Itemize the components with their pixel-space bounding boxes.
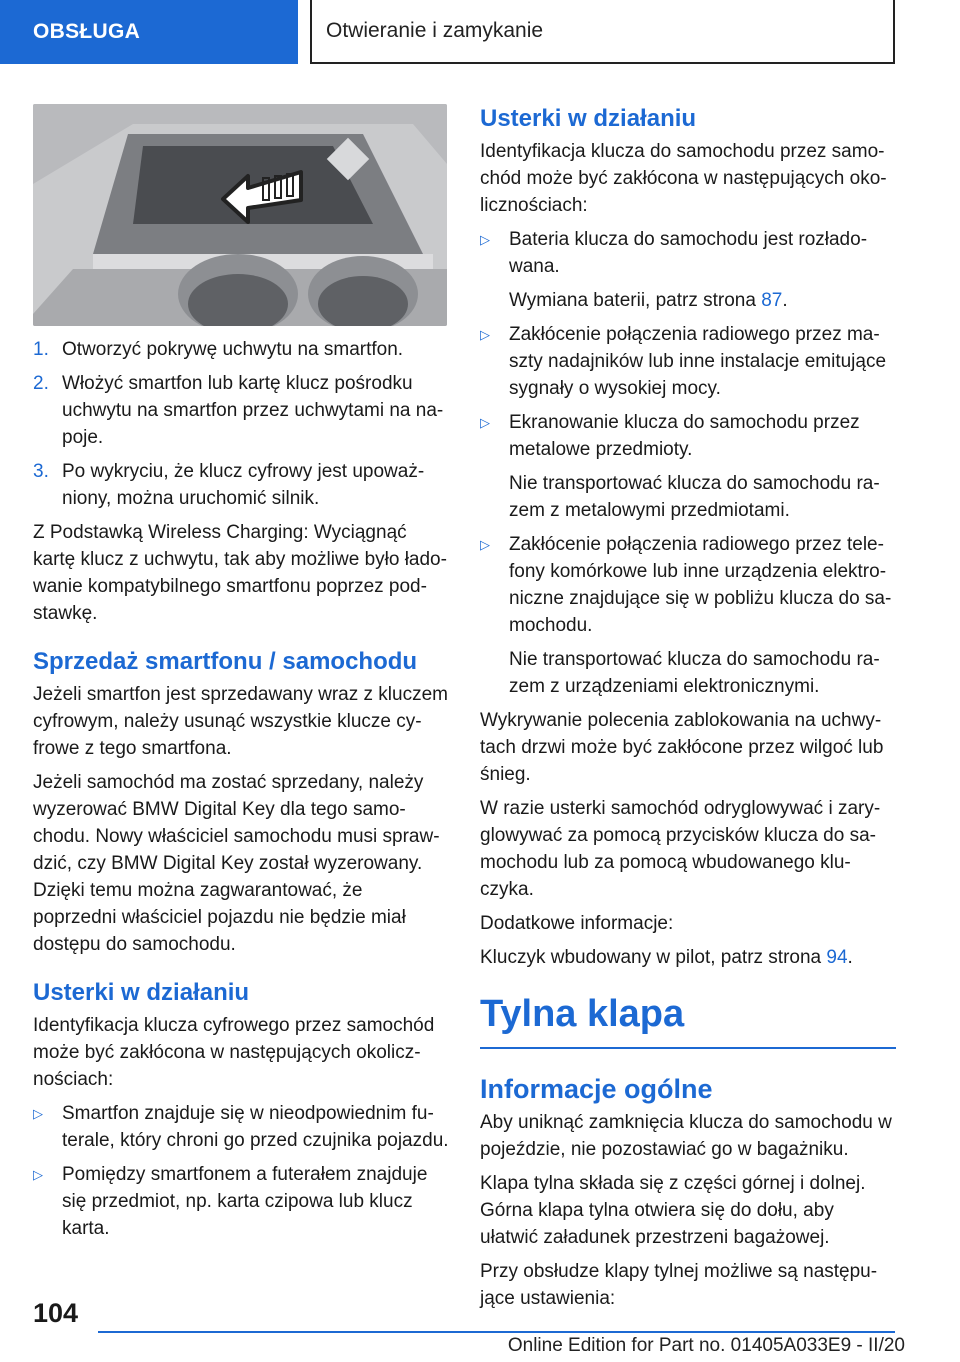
list-item (33, 1161, 449, 1242)
list-subparagraph: Nie transportować klucza do samochodu razem z urządzeniami elektronicznymi. (509, 649, 880, 697)
triangle-bullet-icon: ▷ (33, 1106, 43, 1121)
chapter-title: Otwieranie i zamykanie (310, 0, 895, 64)
triangle-bullet-icon: ▷ (480, 537, 490, 552)
list-subparagraph (509, 287, 896, 314)
body-paragraph (480, 944, 896, 971)
step-number: 2. (33, 373, 49, 394)
body-paragraph: Dodatkowe informacje: (480, 913, 674, 934)
step-item (33, 458, 449, 512)
list-item-text: Ekranowanie klucza do samochodu przez metalowe przedmioty. (509, 412, 860, 460)
info-paragraph: Klapa tylna składa się z części górnej i dolnej. Górna klapa tylna otwiera się do dołu, aby ułatwić załadunek przestrzeni bagażowej. (480, 1173, 866, 1248)
page-number: 104 (33, 1298, 79, 1328)
footer-divider (98, 1331, 895, 1333)
edition-footer: Online Edition for Part no. 01405A033E9 - II/20 (507, 1335, 905, 1356)
list-item-text: Zakłócenie połączenia radiowego przez telefony komórkowe lub inne urządzenia elektroniczne znajdujące się w pobliżu klucza do samochodu. (509, 534, 892, 636)
reference-text: Kluczyk wbudowany w pilot, patrz strona (480, 947, 827, 968)
fault-heading: Usterki w działaniu (480, 105, 697, 132)
list-item-text: Bateria klucza do samochodu jest rozładowana. (509, 229, 868, 277)
list-item (33, 1100, 449, 1154)
page-link[interactable]: 87 (761, 290, 783, 311)
info-paragraph: Przy obsłudze klapy tylnej możliwe są następujące ustawienia: (480, 1261, 878, 1309)
step-number: 1. (33, 339, 49, 360)
list-item-text: Smartfon znajduje się w nieodpowiednim futerale, który chroni go przed czujnika pojazdu. (62, 1103, 449, 1151)
sale-paragraph: Jeżeli samochód ma zostać sprzedany, należy wyzerować BMW Digital Key dla tego samochodu. Nowy właściciel samochodu musi sprawdzić, czy BMW Digital Key został wyzerowany. Dzięki temu można zagwarantować, że poprzedni właściciel pojazdu nie będzie miał dostępu do samochodu. (33, 772, 440, 955)
list-item (480, 226, 896, 280)
step-number: 3. (33, 461, 49, 482)
section-tab: OBSŁUGA (0, 0, 298, 64)
sale-heading: Sprzedaż smartfonu / samochodu (33, 648, 418, 675)
section-title: Tylna klapa (480, 991, 896, 1049)
step-item (33, 370, 449, 451)
step-item (33, 336, 449, 363)
list-item-text: Pomiędzy smartfonem a futerałem znajduje się przedmiot, np. karta czipowa lub klucz karta. (62, 1164, 428, 1239)
fault-paragraph: Identyfikacja klucza cyfrowego przez samochód może być zakłócona w następujących okolicznościach: (33, 1015, 435, 1090)
reference-text: Wymiana baterii, patrz strona (509, 290, 762, 311)
info-paragraph: Aby uniknąć zamknięcia klucza do samochodu w pojeździe, nie pozostawiać go w bagażniku. (480, 1112, 892, 1160)
wireless-charging-paragraph: Z Podstawką Wireless Charging: Wyciągnąć kartę klucz z uchwytu, tak aby możliwe było ładowanie kompatybilnego smartfonu poprzez podstawkę. (33, 522, 447, 624)
right-column (480, 104, 896, 1319)
fault-heading: Usterki w działaniu (33, 979, 250, 1006)
step-text: Po wykryciu, że klucz cyfrowy jest upoważniony, można uruchomić silnik. (62, 461, 425, 509)
left-column (33, 104, 449, 1249)
list-item (480, 409, 896, 463)
triangle-bullet-icon: ▷ (33, 1167, 43, 1182)
triangle-bullet-icon: ▷ (480, 415, 490, 430)
step-text: Włożyć smartfon lub kartę klucz pośrodku uchwytu na smartfon przez uchwytami na napoje. (62, 373, 444, 448)
step-text: Otworzyć pokrywę uchwytu na smartfon. (62, 339, 404, 360)
smartphone-holder-icon (33, 104, 447, 326)
reference-end: . (847, 947, 853, 968)
smartphone-holder-figure (33, 104, 447, 326)
sale-paragraph: Jeżeli smartfon jest sprzedawany wraz z kluczem cyfrowym, należy usunąć wszystkie klucze cyfrowe z tego smartfona. (33, 684, 448, 759)
list-item (480, 531, 896, 639)
list-item (480, 321, 896, 402)
fault-paragraph: Identyfikacja klucza do samochodu przez samochód może być zakłócona w następujących okolicznościach: (480, 141, 887, 216)
reference-end: . (782, 290, 788, 311)
triangle-bullet-icon: ▷ (480, 327, 490, 342)
list-subparagraph: Nie transportować klucza do samochodu razem z metalowymi przedmiotami. (509, 473, 880, 521)
triangle-bullet-icon: ▷ (480, 232, 490, 247)
page-link[interactable]: 94 (826, 947, 848, 968)
info-heading: Informacje ogólne (480, 1074, 713, 1104)
body-paragraph: Wykrywanie polecenia zablokowania na uchwytach drzwi może być zakłócone przez wilgoć lub śnieg. (480, 710, 884, 785)
body-paragraph: W razie usterki samochód odryglowywać i zaryglowywać za pomocą przycisków klucza do samochodu lub za pomocą wbudowanego kluczyka. (480, 798, 881, 900)
list-item-text: Zakłócenie połączenia radiowego przez maszty nadajników lub inne instalacje emitujące sygnały o wysokiej mocy. (509, 324, 887, 399)
